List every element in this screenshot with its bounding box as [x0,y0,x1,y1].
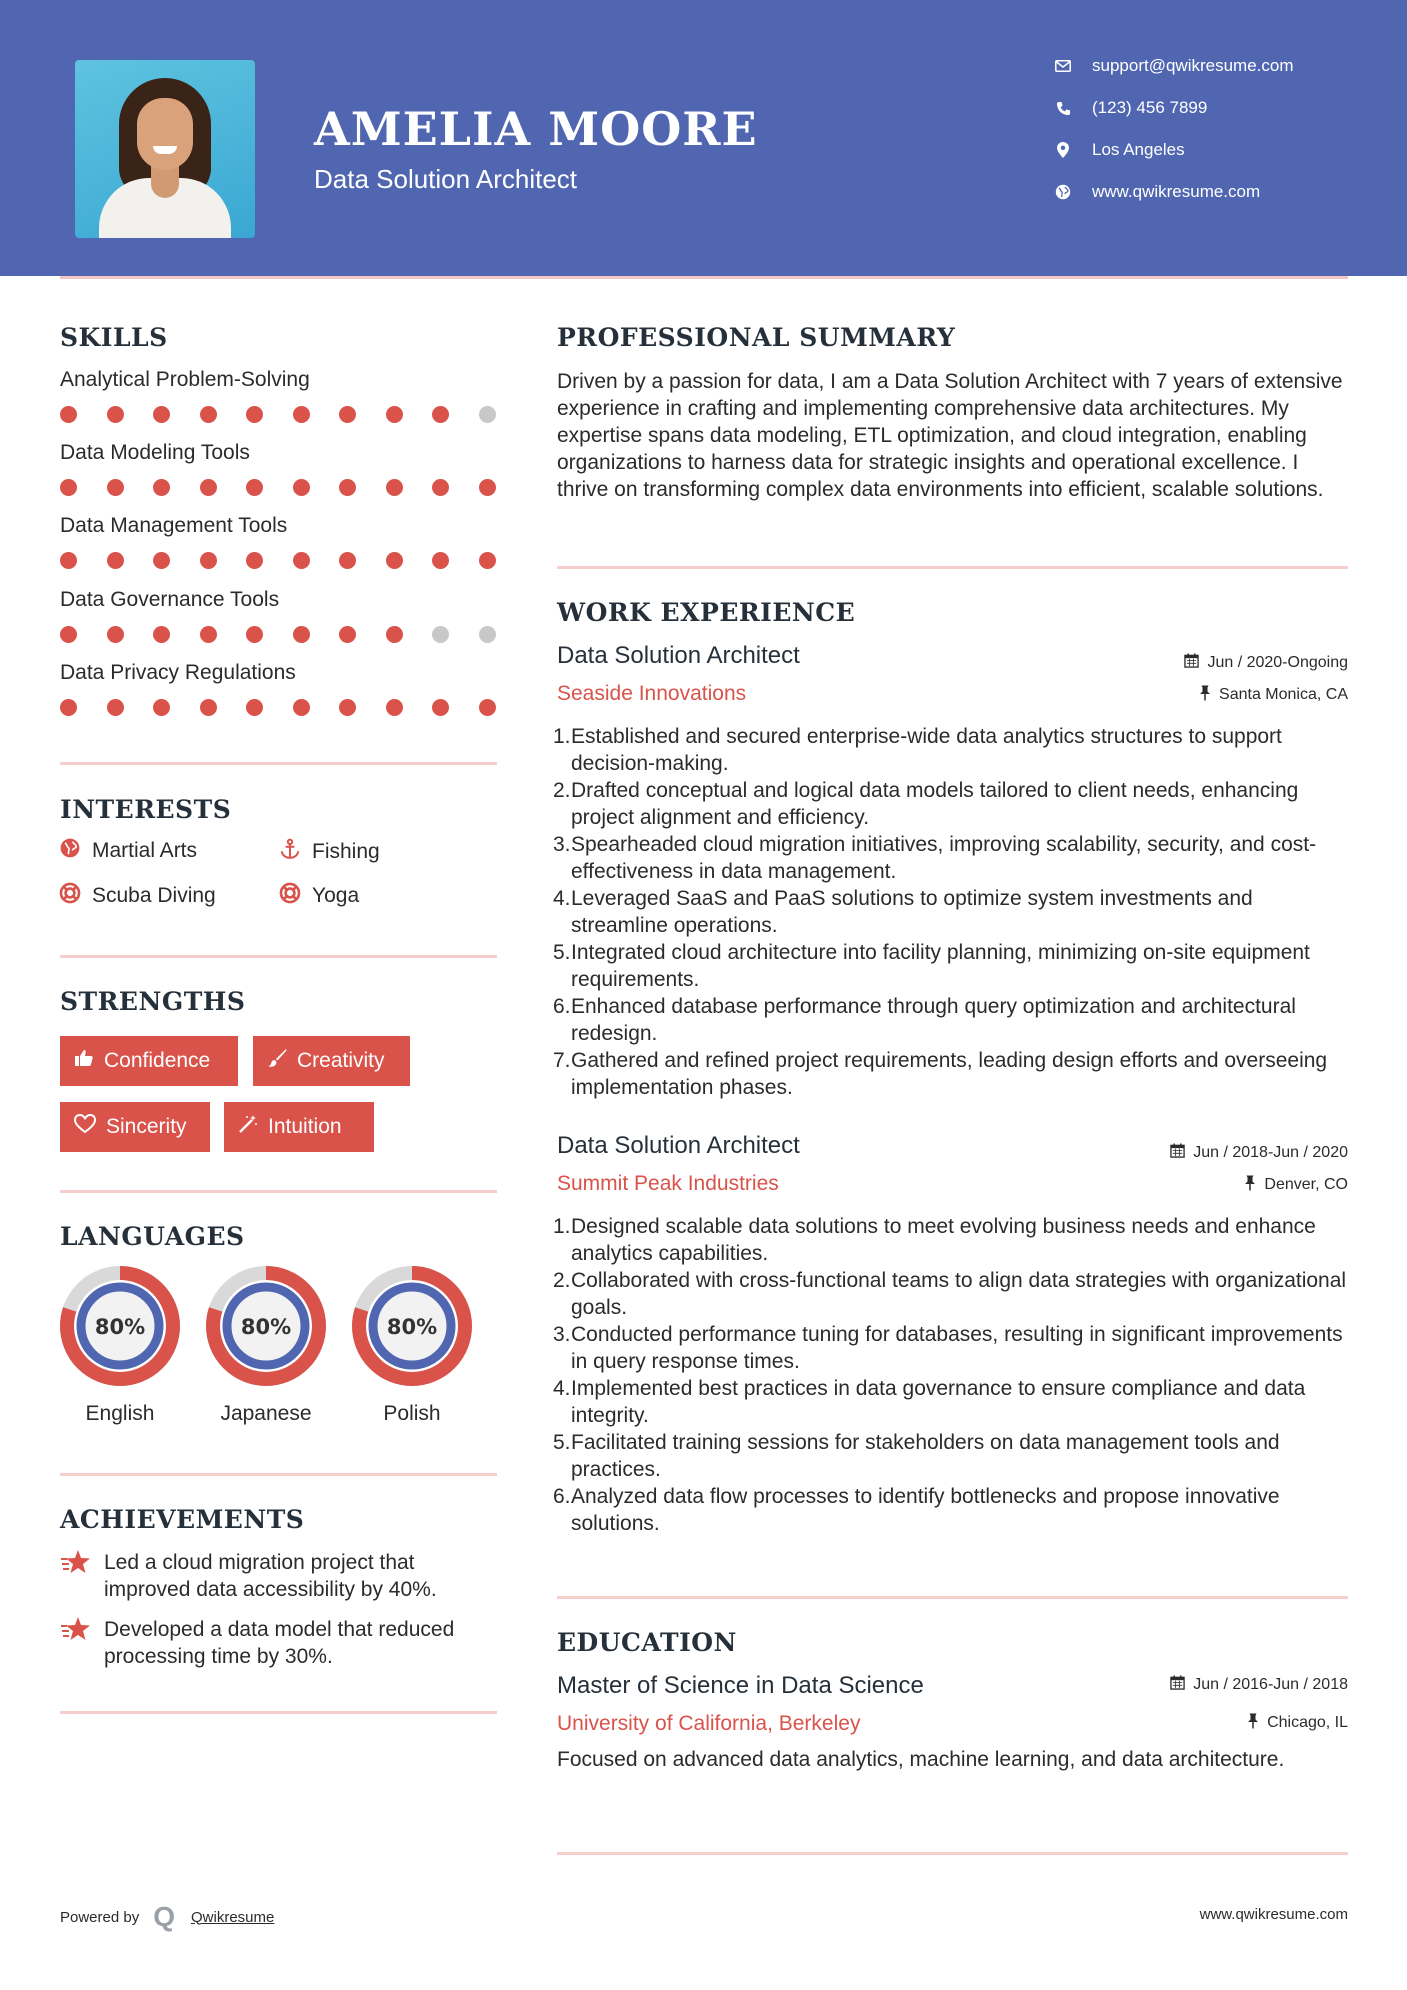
skill-dot-filled [60,699,77,716]
skill-dot-filled [107,479,124,496]
language-percent: 80% [94,1315,146,1339]
education-title: EDUCATION [557,1628,737,1657]
section-divider [60,762,497,765]
job-bullet: 6. Enhanced database performance through query optimization and architectural redesign. [553,995,1296,1045]
job-bullet: 3. Spearheaded cloud migration initiatives, improving scalability, security, and cost-effectiveness in data management. [553,833,1317,883]
job-bullet: 1. Designed scalable data solutions to meet evolving business needs and enhance analytics capabilities. [553,1215,1316,1265]
skill-dot-filled [432,406,449,423]
job-bullet: 4. Implemented best practices in data governance to ensure compliance and data integrity. [553,1377,1306,1427]
skill-dot-filled [479,552,496,569]
skill-dot-filled [386,479,403,496]
job-location-text: Santa Monica, CA [1219,686,1348,703]
language-donut [59,1265,181,1387]
skill-rating [60,626,497,644]
skill-dot-filled [293,699,310,716]
contact-email[interactable] [1050,56,1294,76]
interest-item [58,882,216,910]
skill-dot-filled [107,626,124,643]
profile-photo [75,60,255,238]
skill-dot-filled [246,626,263,643]
language-label: Polish [383,1402,441,1425]
globe-icon [1050,184,1076,200]
contact-email-text: support@qwikresume.com [1092,56,1294,75]
job-title: Data Solution Architect [557,1132,800,1159]
calendar-icon [1184,653,1199,672]
skill-dot-filled [386,626,403,643]
skill-dot-filled [200,699,217,716]
language-label: Japanese [220,1402,312,1425]
job-date [1184,653,1348,672]
education-location [1247,1713,1348,1733]
skill-dot-filled [200,552,217,569]
language-donut [205,1265,327,1387]
skill-dot-filled [153,699,170,716]
skill-rating [60,552,497,570]
interest-label: Martial Arts [92,839,198,862]
anchor-icon [278,838,302,866]
envelope-icon [1050,60,1076,72]
skill-rating [60,479,497,497]
skill-label: Data Modeling Tools [60,441,250,464]
skill-dot-filled [60,479,77,496]
experience-title: WORK EXPERIENCE [557,598,856,627]
interest-label: Scuba Diving [92,884,216,907]
language-ring [59,1265,181,1387]
calendar-icon [1170,1675,1185,1694]
job-date-text: Jun / 2020-Ongoing [1207,653,1348,671]
education-date [1170,1675,1348,1694]
skill-dot-filled [246,552,263,569]
section-divider [60,955,497,958]
job-bullet: 3. Conducted performance tuning for databases, resulting in significant improvements in query response times. [553,1323,1343,1373]
skill-dot-filled [153,552,170,569]
skill-dot-filled [60,406,77,423]
strengths-title: STRENGTHS [60,987,246,1016]
globe-icon [58,838,82,864]
skill-dot-filled [432,479,449,496]
skill-dot-empty [479,406,496,423]
skill-dot-filled [479,479,496,496]
summary-title: PROFESSIONAL SUMMARY [557,323,956,352]
language-donut [351,1265,473,1387]
strength-label: Creativity [297,1049,385,1072]
skill-dot-filled [107,699,124,716]
strength-label: Intuition [268,1115,342,1138]
powered-by-label: Powered by [60,1908,140,1926]
skill-dot-filled [200,406,217,423]
skill-dot-empty [479,626,496,643]
degree-title: Master of Science in Data Science [557,1672,924,1699]
pushpin-icon [1247,1713,1259,1733]
phone-icon [1050,101,1076,116]
lifebuoy-icon [58,882,82,910]
education-location-text: Chicago, IL [1267,1714,1348,1731]
skill-rating [60,699,497,717]
job-date [1170,1143,1348,1162]
skill-dot-filled [432,699,449,716]
section-divider [60,1711,497,1714]
footer-powered-by [60,1901,274,1933]
job-date-text: Jun / 2018-Jun / 2020 [1193,1143,1348,1161]
section-divider [60,1473,497,1476]
star-icon [60,1549,104,1603]
skill-label: Analytical Problem-Solving [60,368,310,391]
header-banner [0,0,1407,276]
achievement-item [60,1549,500,1603]
pushpin-icon [1199,685,1211,705]
contact-location [1050,140,1185,160]
contact-phone[interactable] [1050,98,1207,118]
skill-dot-filled [153,626,170,643]
school-name: University of California, Berkeley [557,1712,861,1735]
interest-item [278,838,380,866]
language-percent: 80% [386,1315,438,1339]
language-ring [205,1265,327,1387]
footer-url[interactable]: www.qwikresume.com [1199,1906,1348,1923]
interest-item [58,838,197,864]
header-divider [60,276,1348,279]
job-bullets [553,1213,1352,1537]
skill-dot-filled [386,699,403,716]
skills-title: SKILLS [60,323,168,352]
job-company: Seaside Innovations [557,682,747,705]
magic-wand-icon [238,1114,258,1140]
achievement-text: Developed a data model that reduced processing time by 30%. [104,1618,455,1668]
skill-dot-filled [246,699,263,716]
star-icon [60,1616,104,1670]
achievement-text: Led a cloud migration project that improved data accessibility by 40%. [104,1551,437,1601]
skill-dot-filled [339,626,356,643]
skill-dot-filled [339,699,356,716]
education-text: Focused on advanced data analytics, machine learning, and data architecture. [557,1748,1285,1771]
interest-item [278,882,359,910]
skill-dot-filled [60,552,77,569]
lifebuoy-icon [278,882,302,910]
skill-rating [60,406,497,424]
pushpin-icon [1244,1175,1256,1195]
section-divider [557,1596,1348,1599]
job-title: Data Solution Architect [557,642,800,669]
job-bullet: 2. Collaborated with cross-functional teams to align data strategies with organizational goals. [553,1269,1347,1319]
languages-title: LANGUAGES [60,1222,245,1251]
job-bullet: 6. Analyzed data flow processes to identify bottlenecks and propose innovative solutions. [553,1485,1280,1535]
job-bullet: 1. Established and secured enterprise-wide data analytics structures to support decision-making. [553,725,1282,775]
interest-label: Fishing [312,840,380,863]
job-location-text: Denver, CO [1264,1176,1348,1193]
job-bullet: 2. Drafted conceptual and logical data models tailored to client needs, enhancing project alignment and efficiency. [553,779,1299,829]
qwikresume-logo-icon: Q [153,1901,175,1932]
achievement-item [60,1616,500,1670]
contact-phone-text: (123) 456 7899 [1092,98,1208,117]
job-company: Summit Peak Industries [557,1172,779,1195]
skill-dot-filled [293,552,310,569]
strength-tag [60,1102,210,1152]
job-bullets [553,723,1352,1101]
heart-icon [74,1114,96,1140]
contact-website-text: www.qwikresume.com [1092,182,1261,201]
strength-tag [253,1036,410,1086]
skill-dot-filled [339,406,356,423]
skill-dot-filled [153,479,170,496]
job-bullet: 7. Gathered and refined project requirements, leading design efforts and overseeing implementation phases. [553,1049,1328,1099]
skill-dot-filled [200,479,217,496]
skill-dot-filled [339,479,356,496]
job-bullet: 5. Facilitated training sessions for stakeholders on data management tools and practices. [553,1431,1280,1481]
skill-dot-filled [107,552,124,569]
contact-location-text: Los Angeles [1092,140,1185,159]
skill-dot-filled [153,406,170,423]
strength-label: Sincerity [106,1115,187,1138]
interest-label: Yoga [312,884,360,907]
qwikresume-link[interactable]: Qwikresume [191,1908,275,1926]
interests-title: INTERESTS [60,795,232,824]
location-pin-icon [1050,142,1076,158]
skill-dot-filled [60,626,77,643]
section-divider [557,566,1348,569]
strength-tag [224,1102,374,1152]
job-bullet: 5. Integrated cloud architecture into facility planning, minimizing on-site equipment requirements. [553,941,1310,991]
skill-label: Data Management Tools [60,514,288,537]
skill-dot-filled [107,406,124,423]
skill-dot-filled [293,479,310,496]
skill-dot-filled [479,699,496,716]
skill-dot-filled [246,479,263,496]
skill-dot-empty [432,626,449,643]
skill-dot-filled [386,552,403,569]
section-divider [557,1852,1348,1855]
skill-dot-filled [386,406,403,423]
job-location [1244,1175,1348,1195]
language-ring [351,1265,473,1387]
skill-dot-filled [246,406,263,423]
job-bullet: 4. Leveraged SaaS and PaaS solutions to optimize system investments and streamline operations. [553,887,1253,937]
thumbs-up-icon [74,1048,94,1074]
candidate-name: AMELIA MOORE [314,102,758,156]
skill-label: Data Privacy Regulations [60,661,296,684]
strength-label: Confidence [104,1049,211,1072]
paintbrush-icon [267,1048,287,1074]
section-divider [60,1190,497,1193]
summary-text: Driven by a passion for data, I am a Data Solution Architect with 7 years of extensive experience in crafting and implementing comprehensive data architectures. My expertise spans data modeling, ETL optimization, and cloud integration, enabling organizations to harness data for strategic insights and operational excellence. I thrive on transforming complex data environments into efficient, scalable solutions. [557,370,1343,501]
skill-dot-filled [339,552,356,569]
job-location [1199,685,1348,705]
skill-dot-filled [200,626,217,643]
language-label: English [85,1402,155,1425]
calendar-icon [1170,1143,1185,1162]
skill-dot-filled [432,552,449,569]
candidate-role: Data Solution Architect [314,164,578,194]
skill-dot-filled [293,626,310,643]
strength-tag [60,1036,238,1086]
skill-label: Data Governance Tools [60,588,280,611]
education-date-text: Jun / 2016-Jun / 2018 [1193,1675,1348,1693]
language-percent: 80% [240,1315,292,1339]
achievements-title: ACHIEVEMENTS [60,1505,305,1534]
skill-dot-filled [293,406,310,423]
contact-website[interactable] [1050,182,1260,202]
